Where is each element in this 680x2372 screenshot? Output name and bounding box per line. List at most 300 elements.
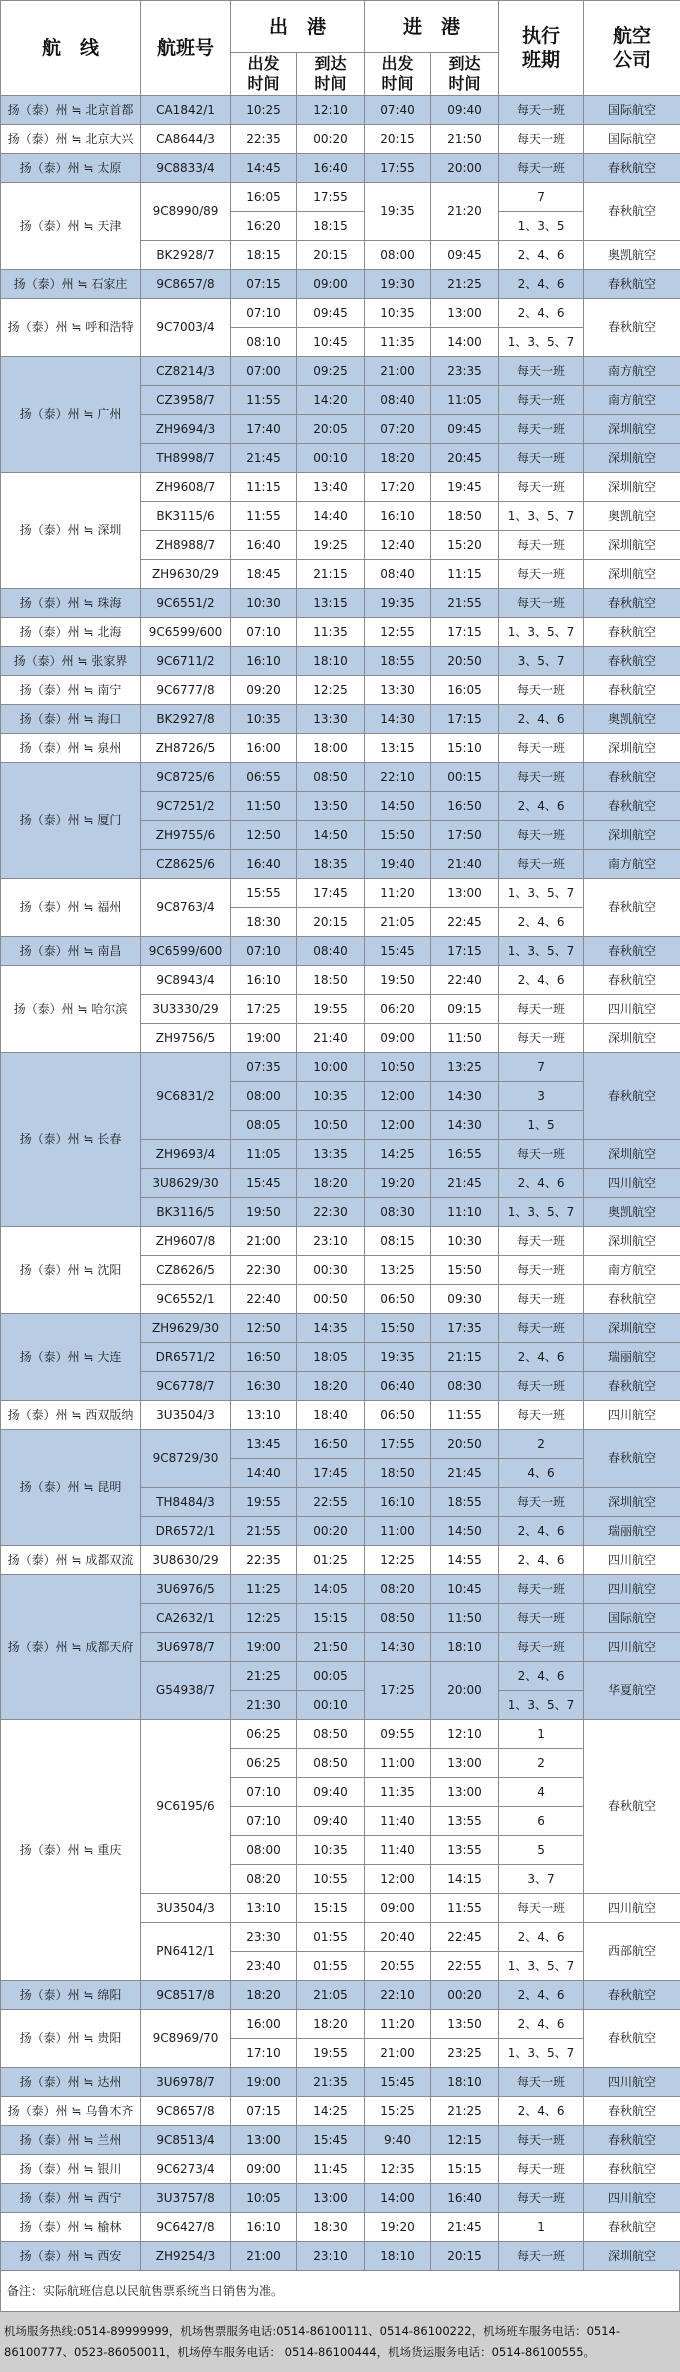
out-depart-time-cell: 10:35 <box>231 705 297 734</box>
in-arrive-time-cell: 21:20 <box>431 183 499 241</box>
flight-number-cell: 9C6599/600 <box>141 618 231 647</box>
airline-cell: 四川航空 <box>584 1575 680 1604</box>
flight-number-cell: PN6412/1 <box>141 1923 231 1981</box>
airline-cell: 春秋航空 <box>584 1285 680 1314</box>
in-arrive-time-cell: 13:00 <box>431 1749 499 1778</box>
flight-number-cell: 9C8725/6 <box>141 763 231 792</box>
out-arrive-time-cell: 19:55 <box>297 995 365 1024</box>
airline-cell: 深圳航空 <box>584 821 680 850</box>
in-depart-time-cell: 17:25 <box>365 1662 431 1720</box>
in-arrive-time-cell: 21:45 <box>431 2213 499 2242</box>
out-arrive-time-cell: 01:25 <box>297 1546 365 1575</box>
out-arrive-time-cell: 12:10 <box>297 96 365 125</box>
in-depart-time-cell: 15:50 <box>365 1314 431 1343</box>
out-depart-time-cell: 16:00 <box>231 734 297 763</box>
in-arrive-time-cell: 21:15 <box>431 1343 499 1372</box>
out-arrive-time-cell: 14:25 <box>297 2097 365 2126</box>
airline-cell: 深圳航空 <box>584 444 680 473</box>
airline-cell: 国际航空 <box>584 1604 680 1633</box>
airline-cell: 春秋航空 <box>584 2155 680 2184</box>
out-depart-time-cell: 13:45 <box>231 1430 297 1459</box>
flight-number-cell: 9C8833/4 <box>141 154 231 183</box>
out-arrive-time-cell: 23:10 <box>297 2242 365 2271</box>
out-arrive-time-cell: 13:35 <box>297 1140 365 1169</box>
out-depart-time-cell: 19:00 <box>231 1024 297 1053</box>
out-depart-time-cell: 18:30 <box>231 908 297 937</box>
out-arrive-time-cell: 10:00 <box>297 1053 365 1082</box>
route-cell: 扬（泰）州 ≒ 厦门 <box>1 763 141 879</box>
header-airline: 航空 公司 <box>584 1 680 96</box>
out-arrive-time-cell: 14:05 <box>297 1575 365 1604</box>
flight-number-cell: 9C8763/4 <box>141 879 231 937</box>
in-arrive-time-cell: 14:15 <box>431 1865 499 1894</box>
in-arrive-time-cell: 15:15 <box>431 2155 499 2184</box>
schedule-days-cell: 每天一班 <box>499 2242 584 2271</box>
in-depart-time-cell: 19:50 <box>365 966 431 995</box>
out-depart-time-cell: 07:10 <box>231 1807 297 1836</box>
schedule-days-cell: 1 <box>499 1720 584 1749</box>
flight-number-cell: BK3115/6 <box>141 502 231 531</box>
header-inbound: 进 港 <box>365 1 499 53</box>
header-flight: 航班号 <box>141 1 231 96</box>
in-depart-time-cell: 11:00 <box>365 1749 431 1778</box>
out-arrive-time-cell: 16:40 <box>297 154 365 183</box>
in-arrive-time-cell: 17:15 <box>431 618 499 647</box>
in-depart-time-cell: 16:10 <box>365 1488 431 1517</box>
out-depart-time-cell: 18:15 <box>231 241 297 270</box>
airline-cell: 深圳航空 <box>584 1314 680 1343</box>
in-arrive-time-cell: 14:30 <box>431 1111 499 1140</box>
schedule-days-cell: 每天一班 <box>499 96 584 125</box>
in-arrive-time-cell: 17:35 <box>431 1314 499 1343</box>
in-depart-time-cell: 06:50 <box>365 1285 431 1314</box>
out-arrive-time-cell: 19:55 <box>297 2039 365 2068</box>
out-depart-time-cell: 07:35 <box>231 1053 297 1082</box>
out-arrive-time-cell: 13:30 <box>297 705 365 734</box>
flight-number-cell: 3U6976/5 <box>141 1575 231 1604</box>
table-row <box>1 2213 680 2242</box>
table-row <box>1 763 680 792</box>
route-cell: 扬（泰）州 ≒ 北海 <box>1 618 141 647</box>
airline-cell: 春秋航空 <box>584 792 680 821</box>
in-depart-time-cell: 11:35 <box>365 1778 431 1807</box>
out-depart-time-cell: 22:40 <box>231 1285 297 1314</box>
table-row <box>1 2068 680 2097</box>
route-cell: 扬（泰）州 ≒ 绵阳 <box>1 1981 141 2010</box>
airline-cell: 春秋航空 <box>584 763 680 792</box>
airline-cell: 春秋航空 <box>584 183 680 241</box>
schedule-days-cell: 每天一班 <box>499 1314 584 1343</box>
flight-number-cell: 9C6711/2 <box>141 647 231 676</box>
schedule-days-cell: 2、4、6 <box>499 1343 584 1372</box>
route-cell: 扬（泰）州 ≒ 广州 <box>1 357 141 473</box>
in-arrive-time-cell: 16:05 <box>431 676 499 705</box>
out-arrive-time-cell: 15:15 <box>297 1604 365 1633</box>
schedule-days-cell: 每天一班 <box>499 1227 584 1256</box>
in-depart-time-cell: 08:00 <box>365 241 431 270</box>
schedule-days-cell: 2、4、6 <box>499 270 584 299</box>
airline-cell: 四川航空 <box>584 1401 680 1430</box>
schedule-days-cell: 每天一班 <box>499 154 584 183</box>
in-depart-time-cell: 10:50 <box>365 1053 431 1082</box>
schedule-days-cell: 2、4、6 <box>499 299 584 328</box>
route-cell: 扬（泰）州 ≒ 成都天府 <box>1 1575 141 1720</box>
flight-number-cell: 9C6273/4 <box>141 2155 231 2184</box>
schedule-days-cell: 每天一班 <box>499 473 584 502</box>
route-cell: 扬（泰）州 ≒ 银川 <box>1 2155 141 2184</box>
in-depart-time-cell: 17:55 <box>365 1430 431 1459</box>
flight-number-cell: 3U3504/3 <box>141 1401 231 1430</box>
out-arrive-time-cell: 14:35 <box>297 1314 365 1343</box>
in-arrive-time-cell: 13:00 <box>431 879 499 908</box>
out-arrive-time-cell: 00:10 <box>297 444 365 473</box>
out-depart-time-cell: 21:00 <box>231 1227 297 1256</box>
out-arrive-time-cell: 00:50 <box>297 1285 365 1314</box>
in-arrive-time-cell: 09:45 <box>431 415 499 444</box>
out-depart-time-cell: 16:40 <box>231 850 297 879</box>
schedule-days-cell: 4、6 <box>499 1459 584 1488</box>
route-cell: 扬（泰）州 ≒ 珠海 <box>1 589 141 618</box>
airline-cell: 深圳航空 <box>584 734 680 763</box>
schedule-note: 备注：实际航班信息以民航售票系统当日销售为准。 <box>0 2271 680 2312</box>
table-row <box>1 879 680 908</box>
out-depart-time-cell: 19:50 <box>231 1198 297 1227</box>
in-depart-time-cell: 22:10 <box>365 763 431 792</box>
out-depart-time-cell: 11:55 <box>231 386 297 415</box>
in-arrive-time-cell: 14:00 <box>431 328 499 357</box>
schedule-days-cell: 每天一班 <box>499 2126 584 2155</box>
in-depart-time-cell: 12:25 <box>365 1546 431 1575</box>
out-arrive-time-cell: 18:15 <box>297 212 365 241</box>
out-depart-time-cell: 16:05 <box>231 183 297 212</box>
flight-number-cell: CA2632/1 <box>141 1604 231 1633</box>
schedule-days-cell: 2、4、6 <box>499 1169 584 1198</box>
flight-number-cell: 9C8969/70 <box>141 2010 231 2068</box>
out-depart-time-cell: 23:30 <box>231 1923 297 1952</box>
in-depart-time-cell: 14:25 <box>365 1140 431 1169</box>
out-depart-time-cell: 08:05 <box>231 1111 297 1140</box>
table-row <box>1 2184 680 2213</box>
in-depart-time-cell: 08:40 <box>365 560 431 589</box>
table-row <box>1 1053 680 1082</box>
out-arrive-time-cell: 11:45 <box>297 2155 365 2184</box>
in-arrive-time-cell: 18:55 <box>431 1488 499 1517</box>
out-depart-time-cell: 11:50 <box>231 792 297 821</box>
in-depart-time-cell: 08:20 <box>365 1575 431 1604</box>
airline-cell: 四川航空 <box>584 1169 680 1198</box>
in-depart-time-cell: 13:15 <box>365 734 431 763</box>
out-depart-time-cell: 12:50 <box>231 821 297 850</box>
airline-cell: 西部航空 <box>584 1923 680 1981</box>
flight-number-cell: CZ8626/5 <box>141 1256 231 1285</box>
flight-number-cell: 3U3757/8 <box>141 2184 231 2213</box>
table-row <box>1 966 680 995</box>
out-depart-time-cell: 16:30 <box>231 1372 297 1401</box>
schedule-days-cell: 每天一班 <box>499 1401 584 1430</box>
airline-cell: 春秋航空 <box>584 676 680 705</box>
table-row <box>1 183 680 212</box>
flight-number-cell: G54938/7 <box>141 1662 231 1720</box>
table-row <box>1 647 680 676</box>
out-depart-time-cell: 16:00 <box>231 2010 297 2039</box>
schedule-days-cell: 每天一班 <box>499 1285 584 1314</box>
route-cell: 扬（泰）州 ≒ 南昌 <box>1 937 141 966</box>
flight-number-cell: ZH9254/3 <box>141 2242 231 2271</box>
table-row <box>1 2155 680 2184</box>
in-arrive-time-cell: 21:55 <box>431 589 499 618</box>
out-depart-time-cell: 22:30 <box>231 1256 297 1285</box>
table-row <box>1 270 680 299</box>
in-arrive-time-cell: 13:50 <box>431 2010 499 2039</box>
out-depart-time-cell: 13:00 <box>231 2126 297 2155</box>
out-depart-time-cell: 21:45 <box>231 444 297 473</box>
out-arrive-time-cell: 18:20 <box>297 1372 365 1401</box>
schedule-days-cell: 2、4、6 <box>499 1517 584 1546</box>
header-out-depart: 出发 时间 <box>231 53 297 96</box>
airline-cell: 深圳航空 <box>584 473 680 502</box>
out-arrive-time-cell: 18:00 <box>297 734 365 763</box>
table-row <box>1 705 680 734</box>
out-arrive-time-cell: 19:25 <box>297 531 365 560</box>
flight-number-cell: CZ3958/7 <box>141 386 231 415</box>
airline-cell: 深圳航空 <box>584 415 680 444</box>
airline-cell: 深圳航空 <box>584 1140 680 1169</box>
flight-number-cell: 3U3504/3 <box>141 1894 231 1923</box>
in-arrive-time-cell: 20:50 <box>431 647 499 676</box>
flight-number-cell: ZH9608/7 <box>141 473 231 502</box>
flight-number-cell: 9C6552/1 <box>141 1285 231 1314</box>
schedule-days-cell: 1、3、5、7 <box>499 1691 584 1720</box>
out-arrive-time-cell: 09:40 <box>297 1807 365 1836</box>
in-depart-time-cell: 14:30 <box>365 705 431 734</box>
in-arrive-time-cell: 00:20 <box>431 1981 499 2010</box>
in-depart-time-cell: 19:20 <box>365 1169 431 1198</box>
airline-cell: 南方航空 <box>584 850 680 879</box>
flight-number-cell: ZH8726/5 <box>141 734 231 763</box>
airline-cell: 奥凯航空 <box>584 705 680 734</box>
airline-cell: 春秋航空 <box>584 966 680 995</box>
table-row <box>1 1430 680 1459</box>
flight-number-cell: 9C8657/8 <box>141 270 231 299</box>
out-arrive-time-cell: 00:30 <box>297 1256 365 1285</box>
schedule-days-cell: 每天一班 <box>499 995 584 1024</box>
in-depart-time-cell: 19:20 <box>365 2213 431 2242</box>
airline-cell: 春秋航空 <box>584 937 680 966</box>
airline-cell: 四川航空 <box>584 1894 680 1923</box>
airline-cell: 国际航空 <box>584 96 680 125</box>
flight-number-cell: 9C8943/4 <box>141 966 231 995</box>
in-arrive-time-cell: 18:10 <box>431 1633 499 1662</box>
out-depart-time-cell: 17:10 <box>231 2039 297 2068</box>
schedule-days-cell: 5 <box>499 1836 584 1865</box>
in-arrive-time-cell: 19:45 <box>431 473 499 502</box>
in-arrive-time-cell: 18:10 <box>431 2068 499 2097</box>
schedule-days-cell: 2 <box>499 1749 584 1778</box>
flight-number-cell: 9C8517/8 <box>141 1981 231 2010</box>
service-hotlines-footer: 机场服务热线:0514-89999999，机场售票服务电话:0514-86100111、0514-86100222，机场班车服务电话：0514-86100777、0523-86050011，机场停车服务电话： 0514-86100444，机场货运服务电话：0514-86100555。 <box>0 2312 680 2372</box>
out-arrive-time-cell: 09:25 <box>297 357 365 386</box>
route-cell: 扬（泰）州 ≒ 太原 <box>1 154 141 183</box>
in-depart-time-cell: 10:35 <box>365 299 431 328</box>
in-depart-time-cell: 12:40 <box>365 531 431 560</box>
out-depart-time-cell: 07:10 <box>231 299 297 328</box>
airline-cell: 春秋航空 <box>584 154 680 183</box>
out-depart-time-cell: 19:00 <box>231 1633 297 1662</box>
out-arrive-time-cell: 21:50 <box>297 1633 365 1662</box>
in-arrive-time-cell: 15:50 <box>431 1256 499 1285</box>
out-arrive-time-cell: 14:20 <box>297 386 365 415</box>
flight-number-cell: 9C8990/89 <box>141 183 231 241</box>
in-depart-time-cell: 12:35 <box>365 2155 431 2184</box>
in-arrive-time-cell: 22:40 <box>431 966 499 995</box>
out-arrive-time-cell: 16:50 <box>297 1430 365 1459</box>
in-arrive-time-cell: 09:30 <box>431 1285 499 1314</box>
table-row <box>1 937 680 966</box>
in-depart-time-cell: 17:55 <box>365 154 431 183</box>
out-arrive-time-cell: 18:10 <box>297 647 365 676</box>
out-depart-time-cell: 16:40 <box>231 531 297 560</box>
flight-number-cell: ZH8988/7 <box>141 531 231 560</box>
in-depart-time-cell: 11:35 <box>365 328 431 357</box>
in-depart-time-cell: 14:30 <box>365 1633 431 1662</box>
in-arrive-time-cell: 21:40 <box>431 850 499 879</box>
out-depart-time-cell: 08:20 <box>231 1865 297 1894</box>
schedule-body <box>1 96 680 2271</box>
table-row <box>1 2010 680 2039</box>
out-depart-time-cell: 22:35 <box>231 125 297 154</box>
airline-cell: 南方航空 <box>584 1256 680 1285</box>
flight-number-cell: ZH9693/4 <box>141 1140 231 1169</box>
header-outbound: 出 港 <box>231 1 365 53</box>
airline-cell: 春秋航空 <box>584 1720 680 1894</box>
in-arrive-time-cell: 21:50 <box>431 125 499 154</box>
out-arrive-time-cell: 10:35 <box>297 1836 365 1865</box>
in-depart-time-cell: 11:20 <box>365 879 431 908</box>
out-depart-time-cell: 17:40 <box>231 415 297 444</box>
in-arrive-time-cell: 20:00 <box>431 154 499 183</box>
table-row <box>1 1720 680 1749</box>
out-depart-time-cell: 14:40 <box>231 1459 297 1488</box>
table-row <box>1 1314 680 1343</box>
out-arrive-time-cell: 09:40 <box>297 1778 365 1807</box>
flight-number-cell: 3U6978/7 <box>141 1633 231 1662</box>
in-depart-time-cell: 11:00 <box>365 1517 431 1546</box>
airline-cell: 四川航空 <box>584 1633 680 1662</box>
out-depart-time-cell: 10:05 <box>231 2184 297 2213</box>
schedule-days-cell: 每天一班 <box>499 1604 584 1633</box>
in-arrive-time-cell: 17:15 <box>431 705 499 734</box>
schedule-days-cell: 2、4、6 <box>499 1981 584 2010</box>
out-arrive-time-cell: 18:50 <box>297 966 365 995</box>
table-row <box>1 96 680 125</box>
table-row <box>1 618 680 647</box>
in-arrive-time-cell: 23:35 <box>431 357 499 386</box>
airline-cell: 深圳航空 <box>584 1227 680 1256</box>
flight-number-cell: 9C7251/2 <box>141 792 231 821</box>
flight-number-cell: TH8998/7 <box>141 444 231 473</box>
flight-number-cell: 9C8657/8 <box>141 2097 231 2126</box>
out-arrive-time-cell: 18:35 <box>297 850 365 879</box>
airline-cell: 华夏航空 <box>584 1662 680 1720</box>
out-depart-time-cell: 09:20 <box>231 676 297 705</box>
in-arrive-time-cell: 11:10 <box>431 1198 499 1227</box>
out-depart-time-cell: 08:00 <box>231 1082 297 1111</box>
out-arrive-time-cell: 22:55 <box>297 1488 365 1517</box>
in-arrive-time-cell: 16:50 <box>431 792 499 821</box>
out-depart-time-cell: 07:10 <box>231 1778 297 1807</box>
schedule-days-cell: 每天一班 <box>499 2184 584 2213</box>
out-arrive-time-cell: 00:20 <box>297 125 365 154</box>
out-depart-time-cell: 13:10 <box>231 1894 297 1923</box>
in-arrive-time-cell: 12:10 <box>431 1720 499 1749</box>
out-arrive-time-cell: 00:05 <box>297 1662 365 1691</box>
in-arrive-time-cell: 22:45 <box>431 908 499 937</box>
table-row <box>1 154 680 183</box>
out-depart-time-cell: 11:05 <box>231 1140 297 1169</box>
in-arrive-time-cell: 16:55 <box>431 1140 499 1169</box>
in-depart-time-cell: 13:25 <box>365 1256 431 1285</box>
airline-cell: 春秋航空 <box>584 589 680 618</box>
header-row-1 <box>1 1 680 53</box>
out-arrive-time-cell: 21:40 <box>297 1024 365 1053</box>
out-arrive-time-cell: 15:15 <box>297 1894 365 1923</box>
schedule-days-cell: 每天一班 <box>499 2155 584 2184</box>
in-arrive-time-cell: 11:55 <box>431 1401 499 1430</box>
route-cell: 扬（泰）州 ≒ 呼和浩特 <box>1 299 141 357</box>
schedule-days-cell: 1、3、5 <box>499 212 584 241</box>
in-depart-time-cell: 12:55 <box>365 618 431 647</box>
in-arrive-time-cell: 18:50 <box>431 502 499 531</box>
out-depart-time-cell: 15:55 <box>231 879 297 908</box>
schedule-days-cell: 2、4、6 <box>499 792 584 821</box>
out-depart-time-cell: 21:00 <box>231 2242 297 2271</box>
out-depart-time-cell: 15:45 <box>231 1169 297 1198</box>
airline-cell: 奥凯航空 <box>584 241 680 270</box>
in-depart-time-cell: 21:00 <box>365 2039 431 2068</box>
in-arrive-time-cell: 10:30 <box>431 1227 499 1256</box>
in-depart-time-cell: 19:30 <box>365 270 431 299</box>
in-arrive-time-cell: 20:50 <box>431 1430 499 1459</box>
airline-cell: 深圳航空 <box>584 560 680 589</box>
out-depart-time-cell: 12:50 <box>231 1314 297 1343</box>
route-cell: 扬（泰）州 ≒ 西安 <box>1 2242 141 2271</box>
airline-cell: 深圳航空 <box>584 531 680 560</box>
in-depart-time-cell: 06:40 <box>365 1372 431 1401</box>
airline-cell: 深圳航空 <box>584 2242 680 2271</box>
schedule-days-cell: 每天一班 <box>499 1894 584 1923</box>
out-arrive-time-cell: 10:55 <box>297 1865 365 1894</box>
header-out-arrive: 到达 时间 <box>297 53 365 96</box>
out-depart-time-cell: 23:40 <box>231 1952 297 1981</box>
in-arrive-time-cell: 15:20 <box>431 531 499 560</box>
out-depart-time-cell: 08:00 <box>231 1836 297 1865</box>
out-depart-time-cell: 08:10 <box>231 328 297 357</box>
in-depart-time-cell: 20:55 <box>365 1952 431 1981</box>
route-cell: 扬（泰）州 ≒ 哈尔滨 <box>1 966 141 1053</box>
out-arrive-time-cell: 10:50 <box>297 1111 365 1140</box>
out-arrive-time-cell: 08:40 <box>297 937 365 966</box>
out-arrive-time-cell: 08:50 <box>297 1720 365 1749</box>
header-in-depart: 出发 时间 <box>365 53 431 96</box>
schedule-days-cell: 每天一班 <box>499 357 584 386</box>
flight-number-cell: 3U8630/29 <box>141 1546 231 1575</box>
in-depart-time-cell: 12:00 <box>365 1865 431 1894</box>
table-row <box>1 1575 680 1604</box>
table-row <box>1 1981 680 2010</box>
airline-cell: 春秋航空 <box>584 2126 680 2155</box>
route-cell: 扬（泰）州 ≒ 达州 <box>1 2068 141 2097</box>
in-depart-time-cell: 16:10 <box>365 502 431 531</box>
